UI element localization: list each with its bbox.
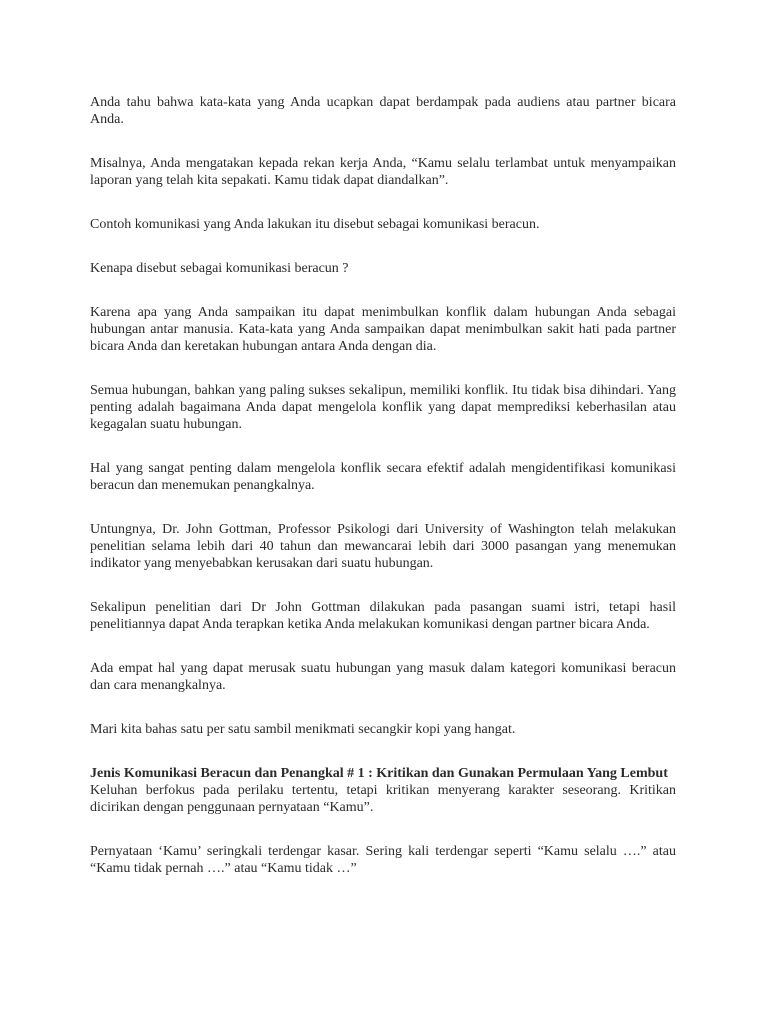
paragraph-7: Hal yang sangat penting dalam mengelola konflik secara efektif adalah mengidentifikasi komunikasi beracun dan menemukan penangkalnya. [90, 461, 676, 493]
section-heading: Jenis Komunikasi Beracun dan Penangkal # 1 : Kritikan dan Gunakan Permulaan Yang Lembut [90, 766, 668, 781]
paragraph-8: Untungnya, Dr. John Gottman, Professor Psikologi dari University of Washington telah melakukan penelitian selama lebih dari 40 tahun dan mewancarai lebih dari 3000 pasangan yang menemukan indikator yang menyebabkan kerusakan dari suatu hubungan. [90, 522, 676, 571]
document-page [90, 94, 676, 877]
paragraph-11: Mari kita bahas satu per satu sambil menikmati secangkir kopi yang hangat. [90, 722, 516, 737]
paragraph-3: Contoh komunikasi yang Anda lakukan itu disebut sebagai komunikasi beracun. [90, 217, 540, 232]
paragraph-4: Kenapa disebut sebagai komunikasi beracun ? [90, 261, 349, 276]
paragraph-10: Ada empat hal yang dapat merusak suatu hubungan yang masuk dalam kategori komunikasi beracun dan cara menangkalnya. [90, 661, 676, 693]
paragraph-1: Anda tahu bahwa kata-kata yang Anda ucapkan dapat berdampak pada audiens atau partner bicara Anda. [90, 95, 676, 127]
section-paragraph-2: Pernyataan ‘Kamu’ seringkali terdengar kasar. Sering kali terdengar seperti “Kamu selalu ….” atau “Kamu tidak pernah ….” atau “Kamu tidak …” [90, 844, 676, 876]
paragraph-2: Misalnya, Anda mengatakan kepada rekan kerja Anda, “Kamu selalu terlambat untuk menyampaikan laporan yang telah kita sepakati. Kamu tidak dapat diandalkan”. [90, 156, 676, 188]
section-paragraph-1: Keluhan berfokus pada perilaku tertentu, tetapi kritikan menyerang karakter seseorang. Kritikan dicirikan dengan penggunaan pernyataan “Kamu”. [90, 783, 676, 815]
paragraph-5: Karena apa yang Anda sampaikan itu dapat menimbulkan konflik dalam hubungan Anda sebagai hubungan antar manusia. Kata-kata yang Anda sampaikan dapat menimbulkan sakit hati pada partner bicara Anda dan keretakan hubungan antara Anda dengan dia. [90, 305, 676, 354]
paragraph-6: Semua hubungan, bahkan yang paling sukses sekalipun, memiliki konflik. Itu tidak bisa dihindari. Yang penting adalah bagaimana Anda dapat mengelola konflik yang dapat memprediksi keberhasilan atau kegagalan suatu hubungan. [90, 383, 676, 432]
paragraph-9: Sekalipun penelitian dari Dr John Gottman dilakukan pada pasangan suami istri, tetapi hasil penelitiannya dapat Anda terapkan ketika Anda melakukan komunikasi dengan partner bicara Anda. [90, 600, 676, 632]
